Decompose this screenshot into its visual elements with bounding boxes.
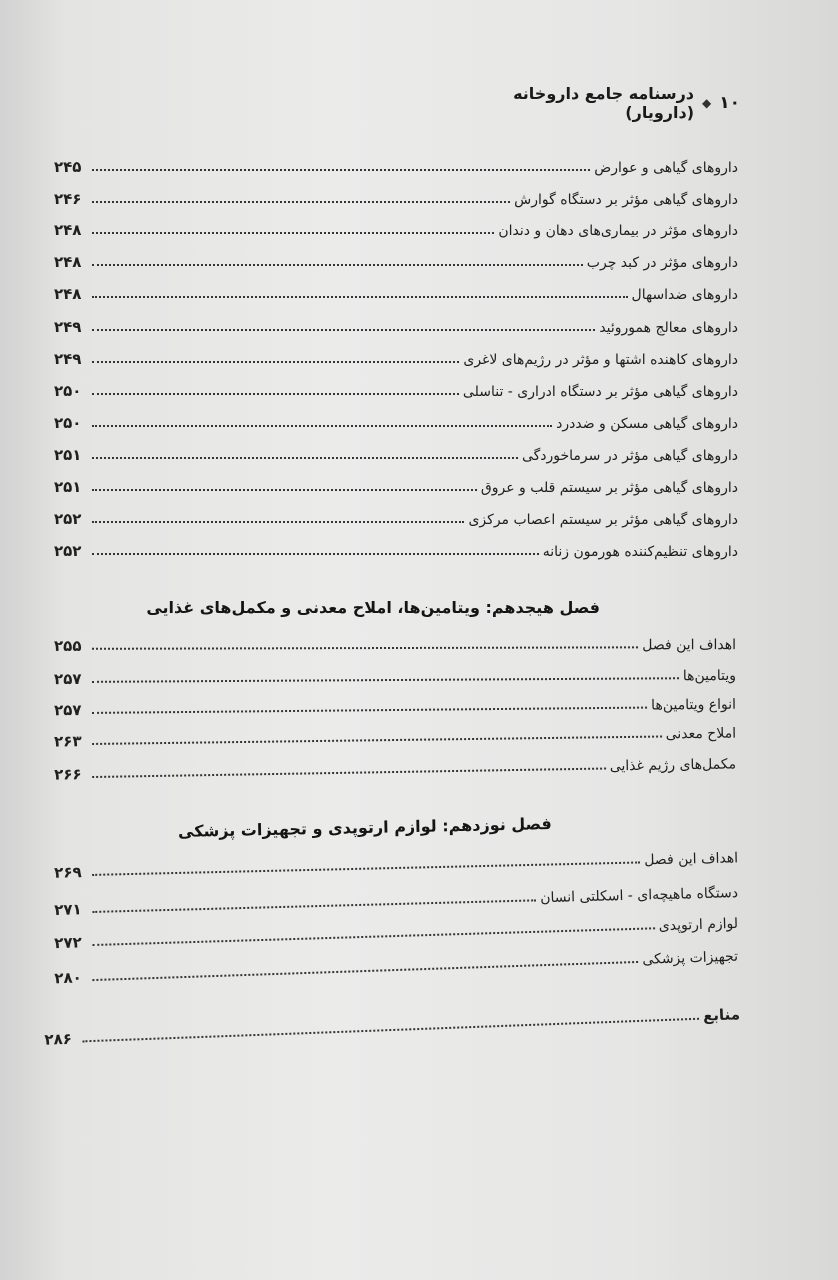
toc-entry-page: ۲۶۳: [53, 732, 82, 751]
toc-entry-page: ۲۵۵: [53, 636, 82, 655]
toc-entry-title: اهداف این فصل: [642, 637, 737, 654]
toc-entry-title: داروهای معالج هموروئید: [599, 320, 738, 336]
dot-leader: [92, 677, 679, 683]
dot-leader: [92, 961, 638, 981]
toc-entry-page: ۲۴۸: [54, 285, 82, 303]
dot-leader: [92, 736, 662, 745]
toc-entry[interactable]: [54, 277, 738, 303]
toc-entry[interactable]: [54, 342, 738, 368]
toc-entry[interactable]: [54, 687, 736, 720]
toc-entry-title: اهداف این فصل: [644, 850, 739, 869]
book-title: درسنامه جامع داروخانه (دارویار): [513, 84, 694, 122]
toc-entry-page: ۲۵۲: [54, 542, 82, 560]
toc-entry[interactable]: [54, 502, 738, 528]
toc-entry-page: ۲۴۸: [54, 253, 82, 271]
toc-entry[interactable]: [54, 716, 736, 751]
toc-entry-title: داروهای کاهنده اشتها و مؤثر در رژیم‌های لاغری: [463, 352, 738, 368]
toc-entry-title: داروهای ضداسهال: [631, 287, 738, 303]
toc-entry-title: تجهیزات پزشکی: [642, 948, 739, 968]
toc-entry[interactable]: [54, 627, 736, 655]
toc-entry-page: ۲۵۷: [53, 701, 82, 720]
toc-entry-title: داروهای گیاهی مؤثر بر دستگاه گوارش: [514, 192, 738, 208]
dot-leader: [92, 553, 539, 555]
toc-entry[interactable]: [54, 245, 738, 271]
dot-leader: [92, 393, 459, 395]
toc-entry-title: داروهای گیاهی و عوارض: [594, 160, 738, 176]
dot-leader: [92, 646, 638, 649]
toc-entry[interactable]: [54, 470, 738, 496]
toc-entry-title: داروهای گیاهی مؤثر بر دستگاه ادراری - تناسلی: [462, 384, 738, 400]
toc-entry[interactable]: [54, 182, 738, 208]
dot-leader: [92, 296, 628, 298]
toc-entry-references[interactable]: [44, 997, 740, 1048]
dot-leader: [92, 361, 459, 363]
toc-entry-page: ۲۵۲: [54, 510, 82, 528]
dot-leader: [92, 707, 647, 714]
toc-entry[interactable]: [54, 374, 738, 400]
toc-entry-page: ۲۴۹: [54, 350, 82, 368]
toc-entry-page: ۲۵۰: [54, 414, 82, 432]
toc-entry-page: ۲۶۹: [53, 863, 82, 882]
toc-entry[interactable]: [54, 534, 738, 560]
toc-entry[interactable]: [54, 150, 738, 176]
dot-leader: [92, 425, 552, 427]
toc-entry-title: انواع ویتامین‌ها: [651, 696, 737, 714]
dot-leader: [92, 232, 494, 234]
toc-entry-title: مکمل‌های رژیم غذایی: [609, 756, 737, 775]
toc-entry[interactable]: [54, 310, 738, 336]
toc-entry-page: ۲۷۲: [54, 933, 82, 953]
diamond-icon: ◆: [702, 96, 712, 110]
toc-entry-title: ویتامین‌ها: [682, 667, 737, 685]
toc-entry-page: ۲۵۱: [54, 446, 82, 464]
toc-entry-page: ۲۸۶: [44, 1029, 73, 1049]
dot-leader: [82, 1018, 699, 1043]
toc-entry[interactable]: [54, 746, 736, 783]
toc-entry-title: دستگاه ماهیچه‌ای - اسکلتی انسان: [540, 885, 739, 907]
toc-entry[interactable]: [54, 438, 738, 464]
dot-leader: [92, 329, 595, 331]
chapter-title: فصل هیجدهم: ویتامین‌ها، املاح معدنی و مکمل‌های غذایی: [146, 598, 600, 617]
toc-entry-title: داروهای مؤثر در کبد چرب: [586, 255, 738, 271]
toc-entry-page: ۲۴۵: [54, 158, 82, 176]
toc-entry-page: ۲۸۰: [54, 968, 83, 988]
toc-entry-page: ۲۷۱: [53, 900, 82, 919]
toc-entry-title: داروهای تنظیم‌کننده هورمون زنانه: [542, 544, 738, 560]
toc-entry-title: املاح معدنی: [665, 725, 737, 743]
dot-leader: [92, 768, 606, 779]
page-number: ۱۰: [719, 93, 740, 113]
toc-entry-page: ۲۶۶: [53, 765, 82, 784]
toc-entry-title: داروهای گیاهی مؤثر در سرماخوردگی: [521, 448, 738, 464]
toc-entry[interactable]: [54, 213, 738, 239]
toc-entry-page: ۲۴۸: [54, 221, 82, 239]
toc-entry-page: ۲۴۹: [54, 318, 82, 336]
dot-leader: [92, 521, 464, 523]
toc-entry-title: داروهای گیاهی مؤثر بر سیستم قلب و عروق: [480, 480, 738, 496]
toc-entry-page: ۲۵۰: [54, 382, 82, 400]
toc-entry-title: منابع: [702, 1005, 741, 1025]
toc-entry-title: داروهای گیاهی مؤثر بر سیستم اعصاب مرکزی: [468, 512, 738, 528]
toc-entry-page: ۲۵۱: [54, 478, 82, 496]
toc-entry-title: لوازم ارتوپدی: [658, 915, 739, 935]
dot-leader: [92, 489, 477, 491]
toc-entry[interactable]: [54, 658, 736, 688]
toc-entry-page: ۲۴۶: [54, 190, 82, 208]
chapter-title: فصل نوزدهم: لوازم ارتوپدی و تجهیزات پزشکی: [177, 814, 553, 841]
dot-leader: [92, 899, 536, 913]
toc-entry-page: ۲۵۷: [53, 669, 82, 689]
toc-entry[interactable]: [54, 406, 738, 432]
dot-leader: [92, 169, 590, 171]
toc-entry-title: داروهای مؤثر در بیماری‌های دهان و دندان: [498, 223, 738, 239]
dot-leader: [92, 264, 583, 266]
toc-entry-title: داروهای گیاهی مسکن و ضددرد: [556, 416, 738, 432]
toc-entry[interactable]: [54, 840, 738, 882]
dot-leader: [92, 201, 510, 203]
dot-leader: [92, 457, 518, 459]
dot-leader: [92, 861, 640, 875]
